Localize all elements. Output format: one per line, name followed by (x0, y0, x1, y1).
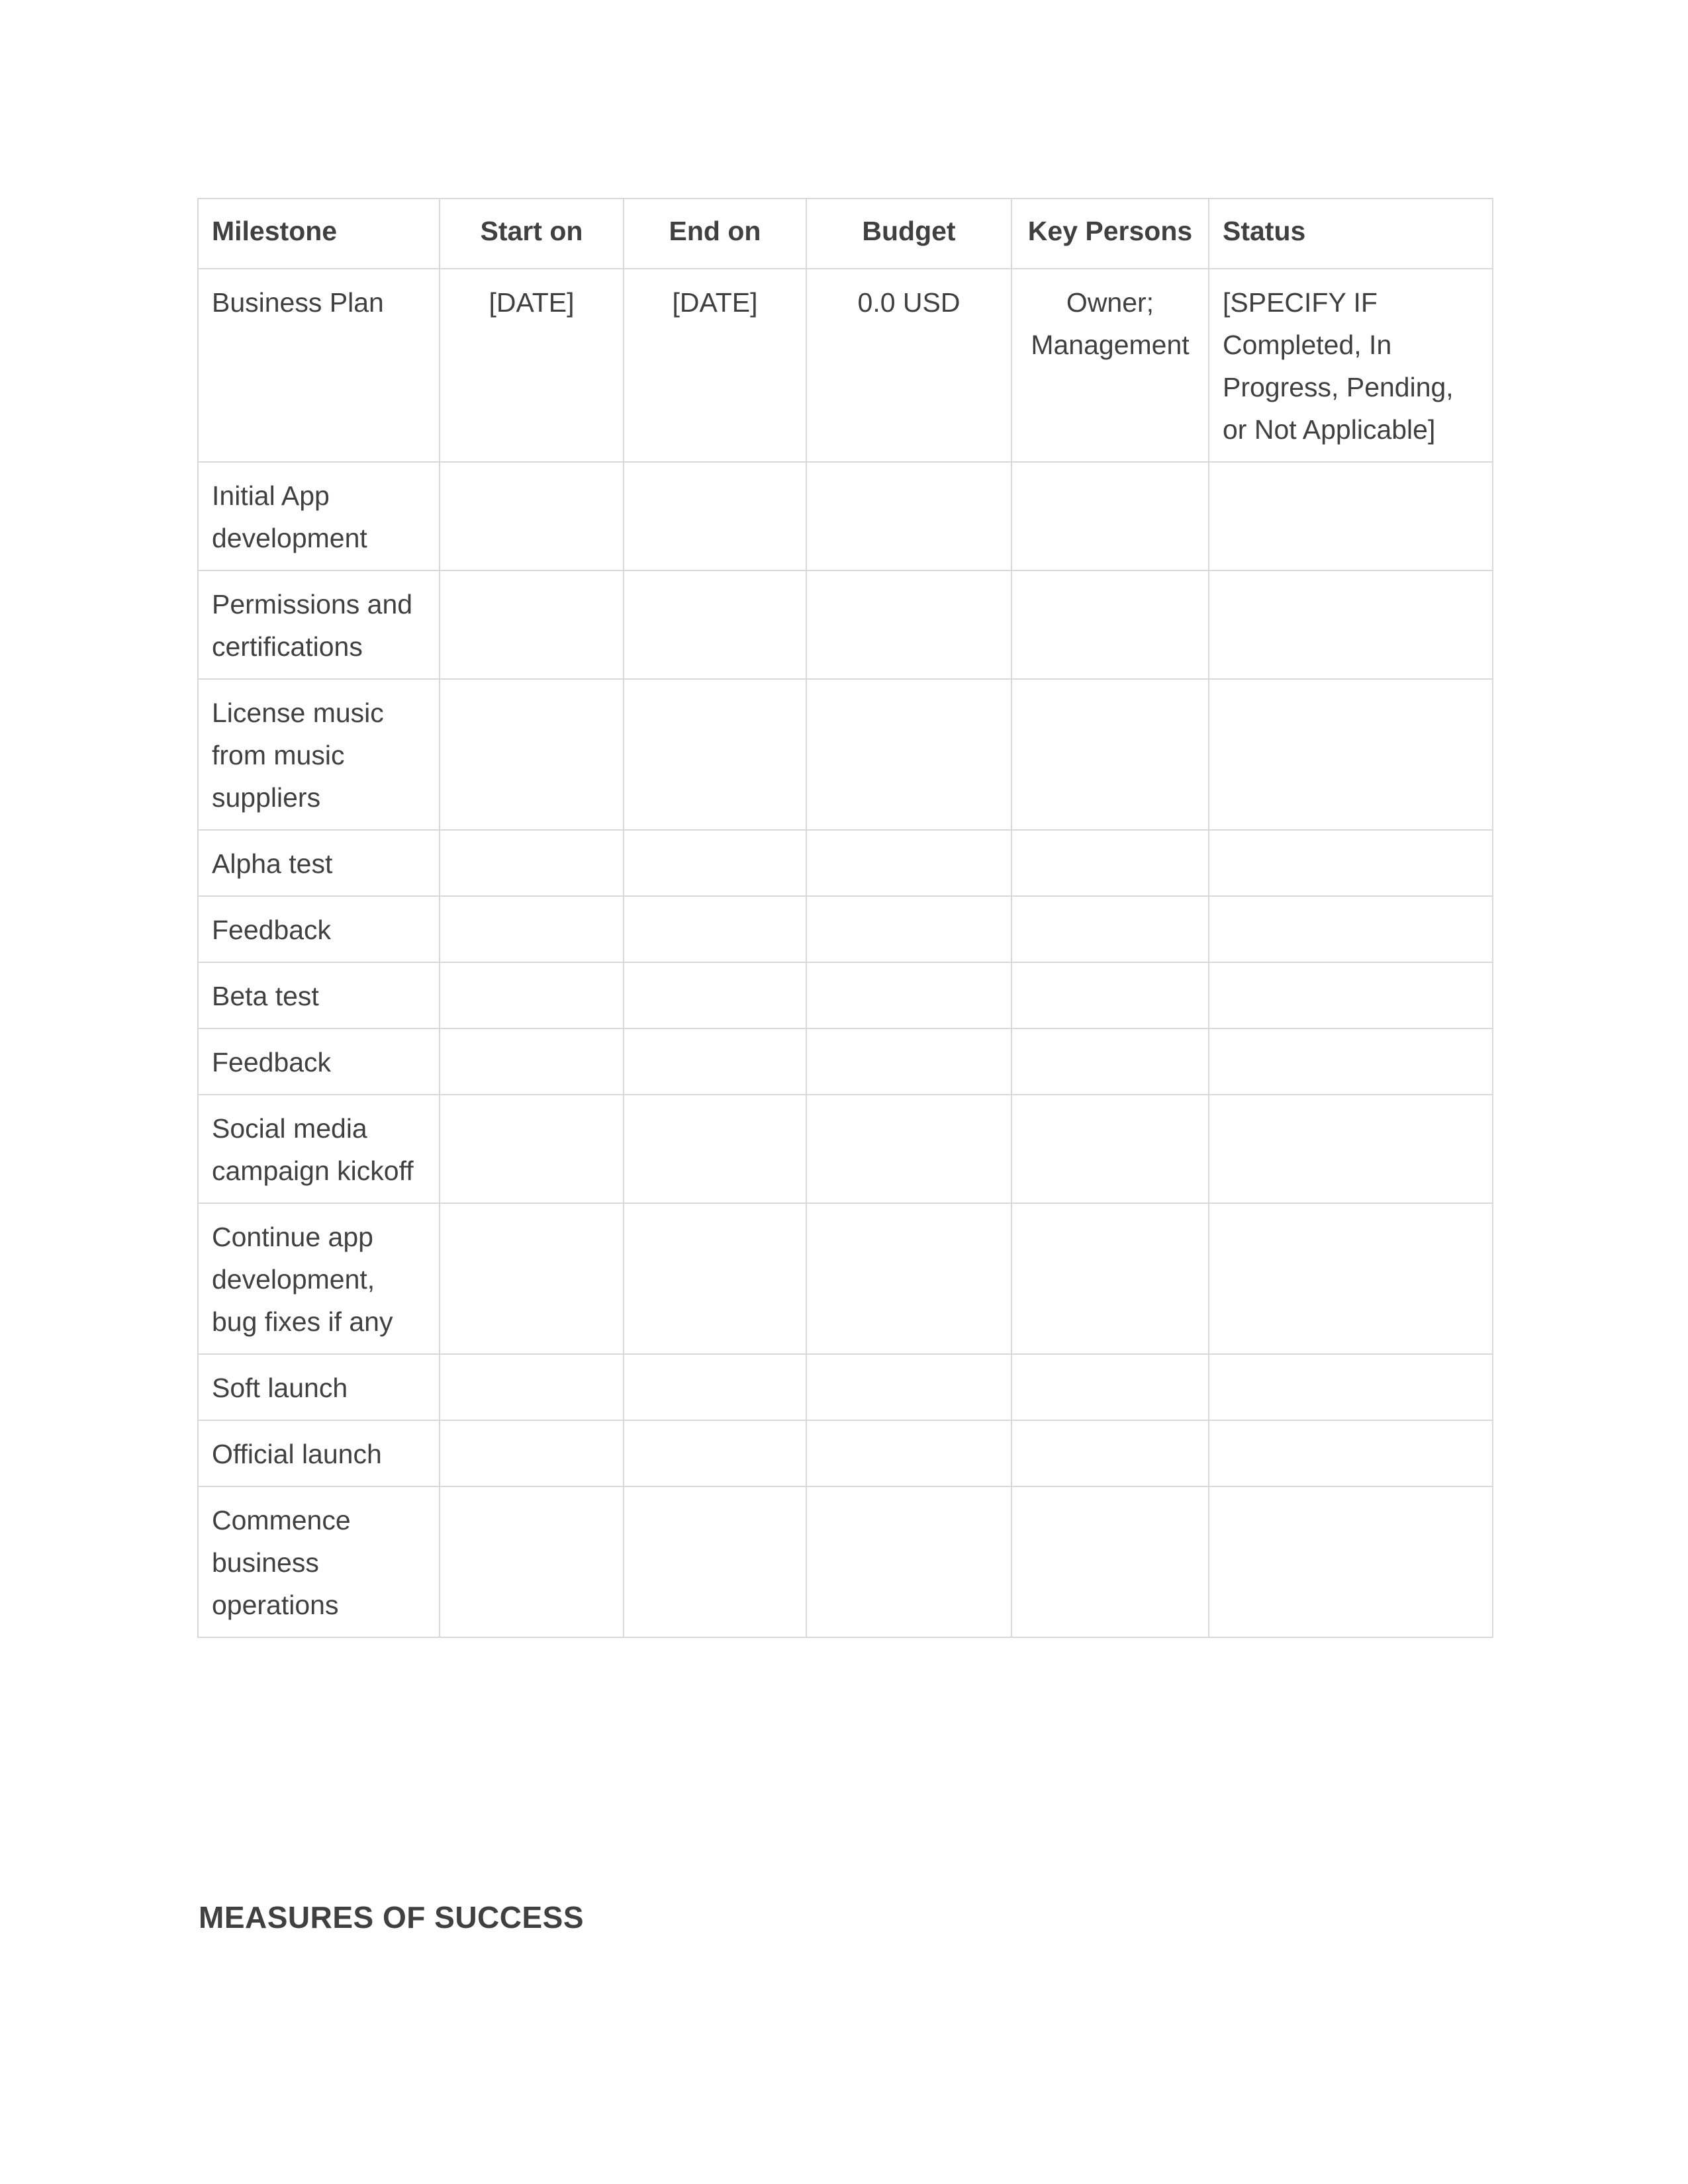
cell-status: [SPECIFY IF Completed, In Progress, Pending, or Not Applicable] (1209, 269, 1493, 462)
cell-status (1209, 896, 1493, 962)
cell-end-on (624, 1354, 806, 1420)
cell-budget (806, 896, 1011, 962)
table-row (198, 830, 1493, 896)
cell-start-on (440, 1028, 624, 1095)
cell-end-on (624, 679, 806, 830)
table-row (198, 962, 1493, 1028)
cell-budget (806, 1354, 1011, 1420)
cell-milestone: Social media campaign kickoff (198, 1095, 440, 1203)
cell-budget (806, 570, 1011, 679)
cell-start-on (440, 570, 624, 679)
cell-milestone: License music from music suppliers (198, 679, 440, 830)
cell-budget (806, 962, 1011, 1028)
cell-budget (806, 1203, 1011, 1354)
cell-end-on (624, 830, 806, 896)
cell-milestone: Official launch (198, 1420, 440, 1486)
cell-status (1209, 1420, 1493, 1486)
cell-start-on (440, 1354, 624, 1420)
cell-budget (806, 462, 1011, 570)
milestones-table (197, 198, 1493, 1638)
cell-key-persons (1011, 962, 1209, 1028)
cell-milestone: Soft launch (198, 1354, 440, 1420)
cell-end-on (624, 1203, 806, 1354)
cell-end-on (624, 896, 806, 962)
cell-key-persons (1011, 1486, 1209, 1637)
table-row (198, 269, 1493, 462)
cell-status (1209, 1354, 1493, 1420)
cell-status (1209, 679, 1493, 830)
cell-start-on (440, 679, 624, 830)
cell-milestone: Permissions and certifications (198, 570, 440, 679)
table-row (198, 1203, 1493, 1354)
table-row (198, 1095, 1493, 1203)
cell-budget (806, 679, 1011, 830)
cell-end-on (624, 570, 806, 679)
cell-end-on (624, 1028, 806, 1095)
cell-status (1209, 462, 1493, 570)
cell-end-on (624, 462, 806, 570)
cell-start-on (440, 1486, 624, 1637)
cell-status (1209, 570, 1493, 679)
header-start-on: Start on (440, 199, 624, 269)
cell-start-on (440, 962, 624, 1028)
cell-key-persons (1011, 830, 1209, 896)
cell-milestone: Initial App development (198, 462, 440, 570)
cell-milestone: Commence business operations (198, 1486, 440, 1637)
cell-key-persons (1011, 679, 1209, 830)
cell-milestone: Feedback (198, 896, 440, 962)
cell-key-persons (1011, 570, 1209, 679)
cell-key-persons (1011, 1095, 1209, 1203)
table-row (198, 896, 1493, 962)
table-row (198, 1028, 1493, 1095)
cell-budget (806, 1486, 1011, 1637)
cell-status (1209, 1028, 1493, 1095)
header-status: Status (1209, 199, 1493, 269)
table-row (198, 462, 1493, 570)
cell-end-on (624, 1486, 806, 1637)
table-row (198, 679, 1493, 830)
cell-status (1209, 962, 1493, 1028)
table-row (198, 570, 1493, 679)
cell-status (1209, 830, 1493, 896)
table-row (198, 1354, 1493, 1420)
cell-key-persons (1011, 1354, 1209, 1420)
cell-start-on (440, 1095, 624, 1203)
section-heading: MEASURES OF SUCCESS (199, 1900, 585, 1934)
cell-milestone: Beta test (198, 962, 440, 1028)
cell-milestone: Alpha test (198, 830, 440, 896)
cell-end-on (624, 1095, 806, 1203)
cell-budget (806, 1420, 1011, 1486)
cell-key-persons: Owner; Management (1011, 269, 1209, 462)
table-row (198, 1420, 1493, 1486)
cell-start-on (440, 830, 624, 896)
cell-key-persons (1011, 896, 1209, 962)
header-key-persons: Key Persons (1011, 199, 1209, 269)
table-header-row (198, 199, 1493, 269)
cell-budget: 0.0 USD (806, 269, 1011, 462)
cell-budget (806, 830, 1011, 896)
cell-milestone: Feedback (198, 1028, 440, 1095)
cell-start-on (440, 1420, 624, 1486)
cell-start-on (440, 896, 624, 962)
cell-status (1209, 1486, 1493, 1637)
table-row (198, 1486, 1493, 1637)
cell-milestone: Business Plan (198, 269, 440, 462)
cell-end-on (624, 1420, 806, 1486)
cell-start-on (440, 462, 624, 570)
cell-key-persons (1011, 1203, 1209, 1354)
cell-milestone: Continue app development, bug fixes if any (198, 1203, 440, 1354)
cell-key-persons (1011, 462, 1209, 570)
cell-status (1209, 1095, 1493, 1203)
header-end-on: End on (624, 199, 806, 269)
cell-start-on (440, 1203, 624, 1354)
header-milestone: Milestone (198, 199, 440, 269)
cell-status (1209, 1203, 1493, 1354)
cell-key-persons (1011, 1028, 1209, 1095)
header-budget: Budget (806, 199, 1011, 269)
cell-end-on (624, 962, 806, 1028)
cell-key-persons (1011, 1420, 1209, 1486)
cell-start-on: [DATE] (440, 269, 624, 462)
cell-end-on: [DATE] (624, 269, 806, 462)
cell-budget (806, 1028, 1011, 1095)
cell-budget (806, 1095, 1011, 1203)
